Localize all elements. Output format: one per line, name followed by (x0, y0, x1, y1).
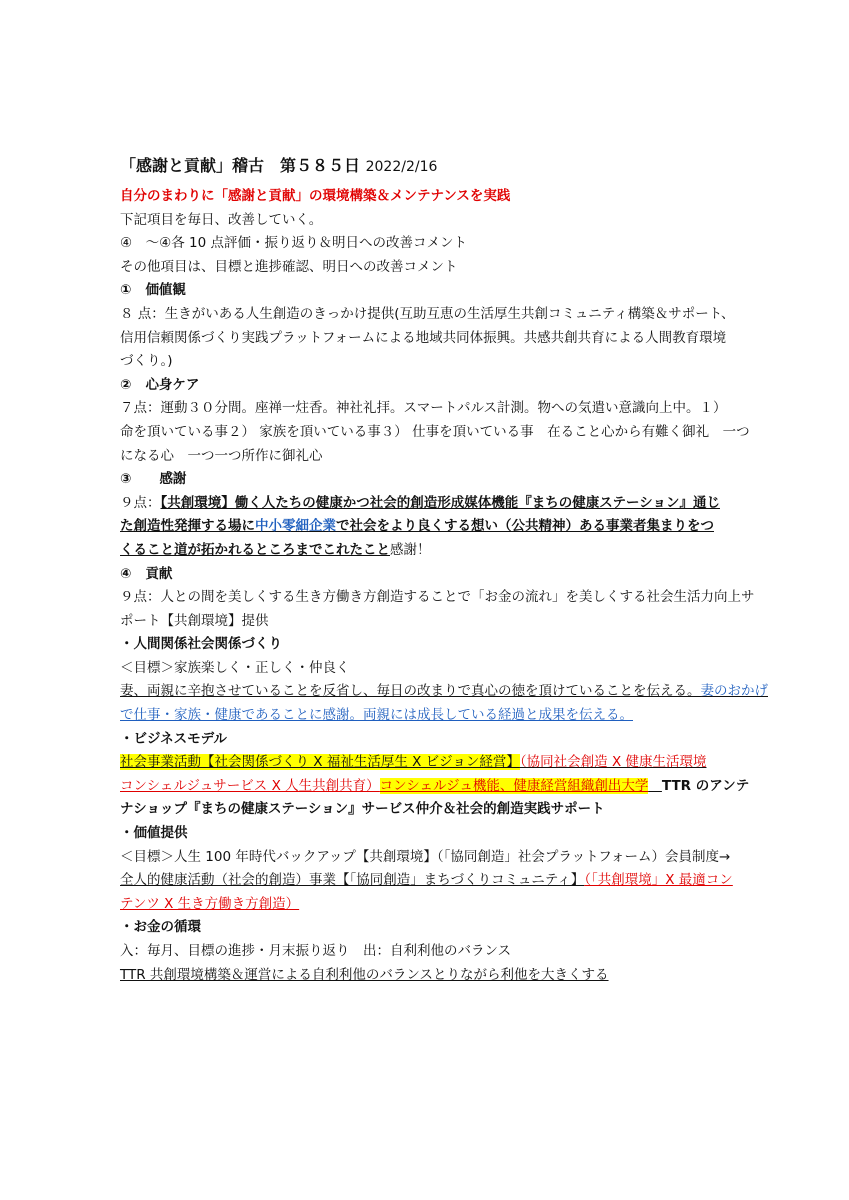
section-heading-values (120, 279, 740, 303)
subtitle: 自分のまわりに「感謝と貢献」の環境構築＆メンテナンスを実践 (120, 188, 511, 204)
contribution-line-2: ポート【共創環境】提供 (120, 612, 269, 629)
relationships-line-2: で仕事・家族・健康であることに感謝。両親には成長している経過と成果を伝える。 (120, 707, 633, 724)
gratitude-line-1 (120, 492, 740, 516)
intro-line-3: その他項目は、目標と進捗確認、明日への改善コメント (120, 258, 458, 275)
section-heading-care (120, 374, 740, 398)
title-date: 2022/2/16 (365, 159, 438, 175)
gratitude-text: で社会をより良くする想い（公共精神）ある事業者集まりをつ (336, 518, 714, 535)
value-text: 全人的健康活動（社会的創造）事業【「協同創造」まちづくりコミュニティ】 (120, 872, 585, 889)
section-heading-gratitude (120, 468, 740, 492)
section-number: ① (120, 282, 132, 299)
relationships-blue-text: 妻のおかげ (700, 683, 768, 700)
heading-value-offering: ・価値提供 (120, 825, 188, 842)
values-line-3: づくり。) (120, 353, 173, 370)
value-line-2 (120, 869, 740, 893)
business-highlight-red: コンシェルジュ機能、健康経営組織創出大学 (379, 777, 649, 794)
business-line-2 (120, 775, 750, 799)
values-line-1: ８ 点：生きがいある人生創造のきっかけ提供(互助互恵の生活厚生共創コミュニティ構築＆サポート、 (120, 305, 735, 322)
heading-relationships: ・人間関係社会関係づくり (120, 636, 282, 653)
care-line-2: 命を頂いている事２） 家族を頂いている事３） 仕事を頂いている事 在ること心から有難く御礼 一つ (120, 423, 750, 440)
contribution-line-1: ９点：人との間を美しくする生き方働き方創造することで「お金の流れ」を美しくする社会生活力向上サ (120, 589, 755, 606)
gratitude-line-2 (120, 515, 740, 539)
business-highlight: 社会事業活動【社会関係づくり X 福祉生活厚生 X ビジョン経営】 (120, 754, 520, 771)
relationships-text: 妻、両親に辛抱させていることを反省し、毎日の改まりで真心の徳を頂けていることを伝える。 (120, 683, 701, 700)
relationships-line-1 (120, 680, 768, 704)
section-title: 価値観 (145, 282, 186, 299)
gratitude-text: た創造性発揮する場に (120, 518, 255, 535)
care-line-1: ７点：運動３０分間。座禅一炷香。神社礼拝。スマートパルス計測。物への気遣い意識向上中。１） (120, 400, 727, 417)
values-line-2: 信用信頼関係づくり実践プラットフォームによる地域共同体振興。共感共創共育による人間教育環境 (120, 329, 727, 346)
section-number: ② (120, 376, 132, 393)
gratitude-line-3 (120, 539, 740, 563)
section-title: 心身ケア (145, 376, 200, 393)
section-number: ③ (120, 471, 132, 488)
heading-money-cycle: ・お金の循環 (120, 919, 201, 936)
care-line-3: になる心 一つ一つ所作に御礼心 (120, 447, 323, 464)
value-line-3: テンツ X 生き方働き方創造） (120, 895, 300, 912)
business-line-1 (120, 751, 740, 775)
heading-business-model: ・ビジネスモデル (120, 730, 227, 747)
gratitude-score: ９点： (120, 494, 161, 511)
gratitude-text: 【共創環境】働く人たちの健康かつ社会的創造形成媒体機能『まちの健康ステーション』通じ (160, 494, 720, 511)
intro-line-2: ④ ～④各 10 点評価・振り返り＆明日への改善コメント (120, 235, 467, 252)
money-line-1: 入：毎月、目標の進捗・月末振り返り 出：自利利他のバランス (120, 943, 512, 959)
title-text: 「感謝と貢献」稽古 第５８５日 (120, 156, 361, 175)
gratitude-end: 感謝！ (390, 541, 431, 558)
gratitude-text: くること道が拓かれるところまでこれたこと (120, 541, 390, 558)
value-line-1: ＜目標＞人生 100 年時代バックアップ【共創環境】（「協同創造」社会プラットフォーム）会員制度→ (120, 848, 731, 865)
relationships-goal: ＜目標＞家族楽しく・正しく・仲良く (120, 659, 350, 676)
business-line-3: ナショップ『まちの健康ステーション』サービス仲介＆社会的創造実践サポート (120, 801, 605, 818)
gratitude-highlight: 中小零細企業 (255, 518, 336, 535)
money-line-2: TTR 共創環境構築＆運営による自利利他のバランスとりながら利他を大きくする (120, 966, 609, 983)
section-heading-contribution (120, 563, 740, 587)
section-title: 貢献 (145, 565, 173, 582)
section-title: 感謝 (159, 471, 187, 488)
value-red-text: （「共創環境」X 最適コン (584, 872, 733, 889)
section-number: ④ (120, 565, 132, 582)
business-red-text: コンシェルジュサービス X 人生共創共育） (120, 777, 380, 794)
intro-line-1: 下記項目を毎日、改善していく。 (120, 211, 323, 228)
business-bold-text: TTR のアンテ (661, 777, 750, 794)
business-red-text: （協同社会創造 X 健康生活環境 (519, 754, 707, 771)
document-page (120, 152, 768, 987)
document-title (120, 152, 740, 181)
